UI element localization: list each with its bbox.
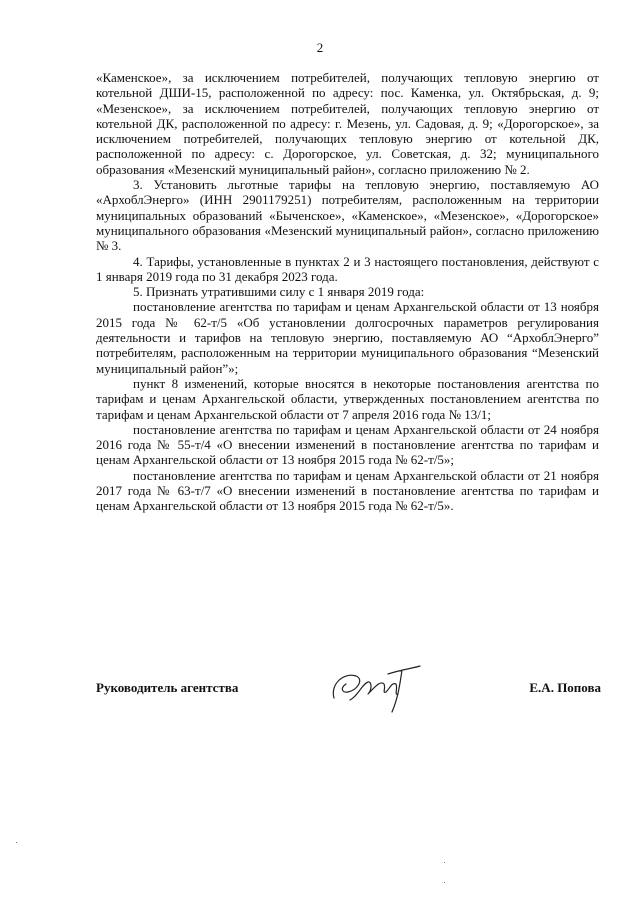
paragraph-item-5: 5. Признать утратившими силу с 1 января 2019 года: <box>133 284 425 300</box>
repealed-act-2: пункт 8 изменений, которые вносятся в некоторые постановления агентства по тарифам и ценам Архангельской области, утвержденных постановлением агентства по тарифам и ценам Архангельской области от 7 апреля 2016 года № 13/1; <box>96 375 599 422</box>
signature-block <box>96 680 601 740</box>
paragraph-item-3: 3. Установить льготные тарифы на тепловую энергию, поставляемую АО «АрхоблЭнерго» (ИНН 2901179251) потребителям, расположенным на территории муниципальных образований «Быченское», «Каменское», «Мезенское», «Дорогорское» муниципального образования «Мезенский муниципальный район», согласно приложению № 3. <box>96 177 599 254</box>
scan-speck <box>444 862 445 863</box>
repealed-act-1: постановление агентства по тарифам и ценам Архангельской области от 13 ноября 2015 года № 62-т/5 «Об установлении долгосрочных параметров регулирования деятельности и тарифов на тепловую энергию, поставляемую АО “АрхоблЭнерго” потребителям, расположенным на территории муниципального образования “Мезенский муниципальный район”»; <box>96 299 599 376</box>
scan-speck <box>444 882 445 883</box>
scan-speck <box>16 842 17 843</box>
repealed-act-3: постановление агентства по тарифам и ценам Архангельской области от 24 ноября 2016 года № 55-т/4 «О внесении изменений в постановление агентства по тарифам и ценам Архангельской области от 13 ноября 2015 года № 62-т/5»; <box>96 421 599 468</box>
paragraph-item-4: 4. Тарифы, установленные в пунктах 2 и 3 настоящего постановления, действуют с 1 января 2019 года по 31 декабря 2023 года. <box>96 253 599 284</box>
signatory-name: Е.А. Попова <box>529 680 601 695</box>
paragraph-continuation: «Каменское», за исключением потребителей, получающих тепловую энергию от котельной ДШИ-15, расположенной по адресу: пос. Каменка, ул. Октябрьская, д. 9; «Мезенское», за исключением потребителей, получающих тепловую энергию от котельной ДК, расположенной по адресу: г. Мезень, ул. Садовая, д. 9; «Дорогорское», за исключением потребителей, получающих тепловую энергию от котельной ДК, расположенной по адресу: с. Дорогорское, ул. Советская, д. 32; муниципального образования «Мезенский муниципальный район», согласно приложению № 2. <box>96 70 599 177</box>
page-number: 2 <box>316 40 324 55</box>
document-body <box>96 70 599 514</box>
handwritten-signature <box>328 662 424 716</box>
repealed-act-4: постановление агентства по тарифам и ценам Архангельской области от 21 ноября 2017 года № 63-т/7 «О внесении изменений в постановление агентства по тарифам и ценам Архангельской области от 13 ноября 2015 года № 62-т/5». <box>96 467 599 514</box>
signatory-title: Руководитель агентства <box>96 680 239 695</box>
